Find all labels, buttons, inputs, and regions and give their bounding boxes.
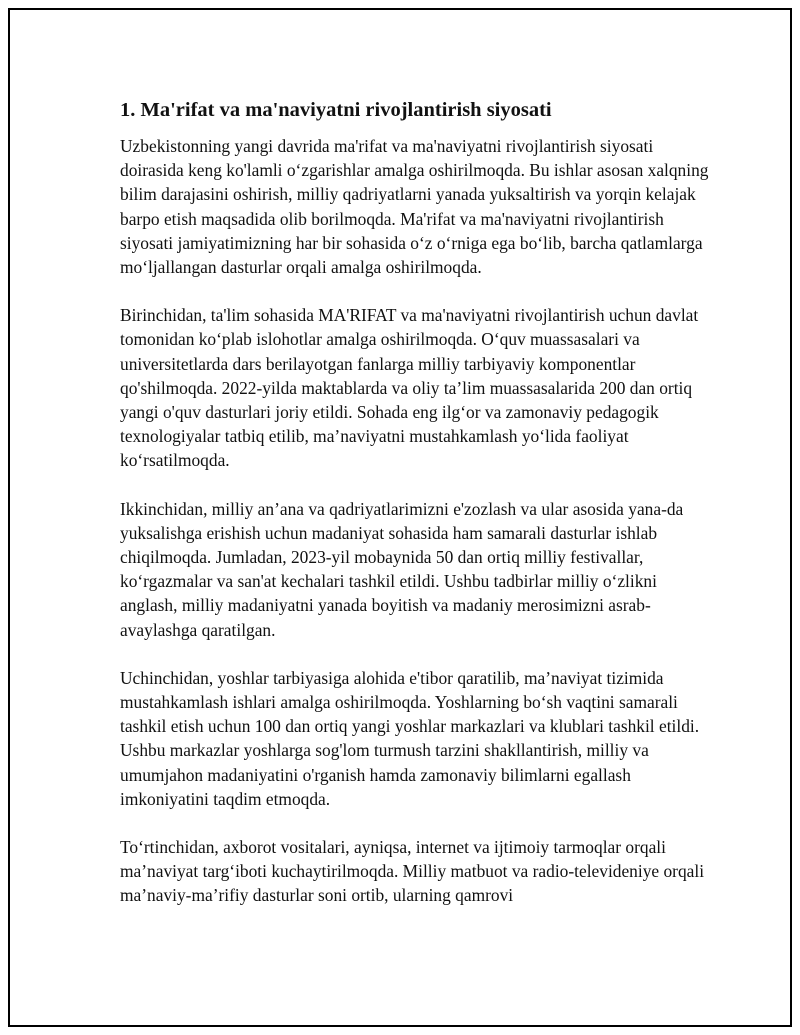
section-heading: 1. Ma'rifat va ma'naviyatni rivojlantirish siyosati	[120, 99, 552, 121]
paragraph-second-point: Ikkinchidan, milliy an’ana va qadriyatlarimizni e'zozlash va ular asosida yana-da yuksalishga erishish uchun madaniyat sohasida ham samarali dasturlar ishlab chiqilmoqda. Jumladan, 2023-yil mobaynida 50 dan ortiq milliy festivallar, ko‘rgazmalar va san'at kechalari tashkil etildi. Ushbu tadbirlar milliy o‘zlikni anglash, milliy madaniyatni yanada boyitish va madaniy merosimizni asrab-avaylashga qaratilgan.	[120, 498, 684, 640]
paragraph-intro: Uzbekistonning yangi davrida ma'rifat va ma'naviyatni rivojlantirish siyosati doirasida keng ko'lamli o‘zgarishlar amalga oshirilmoqda. Bu ishlar asosan xalqning bilim darajasini oshirish, milliy qadriyatlarni yanada yuksaltirish va yorqin kelajak barpo etish maqsadida olib borilmoqda. Ma'rifat va ma'naviyatni rivojlantirish siyosati jamiyatimizning har bir sohasida o‘z o‘rniga ega bo‘lib, barcha qatlamlarga mo‘ljallangan dasturlar orqali amalga oshirilmoqda.	[120, 136, 709, 278]
document-body	[120, 96, 710, 932]
paragraph-first-point: Birinchidan, ta'lim sohasida MA'RIFAT va ma'naviyatni rivojlantirish uchun davlat tomonidan ko‘plab islohotlar amalga oshirilmoqda. O‘quv muassasalari va universitetlarda dars berilayotgan fanlarga milliy tarbiyaviy komponentlar qo'shilmoqda. 2022-yilda maktablarda va oliy ta’lim muassasalarida 200 dan ortiq yangi o'quv dasturlari joriy etildi. Sohada eng ilg‘or va zamonaviy pedagogik texnologiyalar tatbiq etilib, ma’naviyatni mustahkamlash yo‘lida faoliyat ko‘rsatilmoqda.	[120, 305, 699, 471]
document-page	[8, 8, 792, 1027]
paragraph-fourth-point: To‘rtinchidan, axborot vositalari, ayniqsa, internet va ijtimoiy tarmoqlar orqali ma’naviyat targ‘iboti kuchaytirilmoqda. Milliy matbuot va radio-televideniye orqali ma’naviy-ma’rifiy dasturlar soni ortib, ularning qamrovi	[120, 837, 705, 906]
paragraph-third-point: Uchinchidan, yoshlar tarbiyasiga alohida e'tibor qaratilib, ma’naviyat tizimida mustahkamlash ishlari amalga oshirilmoqda. Yoshlarning bo‘sh vaqtini samarali tashkil etish uchun 100 dan ortiq yangi yoshlar markazlari va klublari tashkil etildi. Ushbu markazlar yoshlarga sog'lom turmush tarzini shakllantirish, milliy va umumjahon madaniyatini o'rganish hamda zamonaviy bilimlarni egallash imkoniyatini taqdim etmoqda.	[120, 667, 700, 809]
